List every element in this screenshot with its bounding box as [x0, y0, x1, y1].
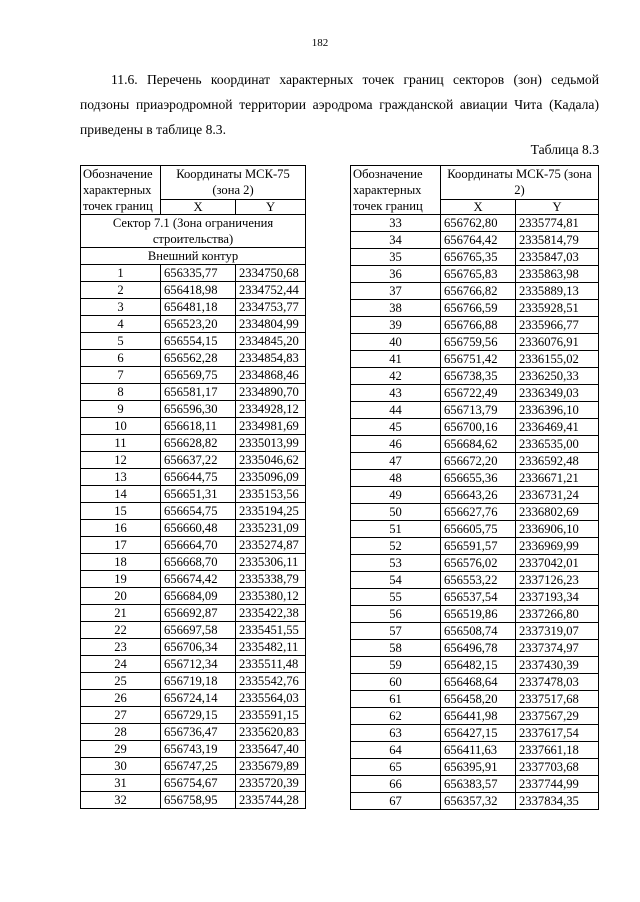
coord-y: 2335679,89 [236, 758, 306, 775]
coord-y: 2335274,87 [236, 537, 306, 554]
point-number: 62 [351, 708, 441, 725]
coord-y: 2335422,38 [236, 605, 306, 622]
table-row [81, 656, 306, 673]
point-number: 38 [351, 300, 441, 317]
table-row [81, 469, 306, 486]
coord-x: 656672,20 [441, 453, 516, 470]
coord-y: 2337617,54 [516, 725, 599, 742]
table-row [81, 537, 306, 554]
coordinates-table-left [80, 165, 306, 809]
coord-y: 2336969,99 [516, 538, 599, 555]
coord-x: 656383,57 [441, 776, 516, 793]
point-number: 4 [81, 316, 161, 333]
coord-y: 2335542,76 [236, 673, 306, 690]
coord-x: 656660,48 [161, 520, 236, 537]
point-number: 20 [81, 588, 161, 605]
coord-x: 656651,31 [161, 486, 236, 503]
point-number: 59 [351, 657, 441, 674]
point-number: 42 [351, 368, 441, 385]
header-point-label: Обозначение характерных точек границ [351, 166, 441, 215]
table-row [81, 571, 306, 588]
table-row [81, 758, 306, 775]
point-number: 22 [81, 622, 161, 639]
coord-x: 656713,79 [441, 402, 516, 419]
table-row [351, 657, 599, 674]
table-row [81, 690, 306, 707]
table-row [81, 486, 306, 503]
coord-x: 656729,15 [161, 707, 236, 724]
coord-x: 656458,20 [441, 691, 516, 708]
point-number: 64 [351, 742, 441, 759]
coord-x: 656537,54 [441, 589, 516, 606]
point-number: 14 [81, 486, 161, 503]
coord-x: 656759,56 [441, 334, 516, 351]
table-row [351, 521, 599, 538]
coord-x: 656684,09 [161, 588, 236, 605]
coord-x: 656427,15 [441, 725, 516, 742]
coord-x: 656576,02 [441, 555, 516, 572]
coord-x: 656751,42 [441, 351, 516, 368]
coord-y: 2337517,68 [516, 691, 599, 708]
point-number: 51 [351, 521, 441, 538]
coord-x: 656754,67 [161, 775, 236, 792]
intro-paragraph: 11.6. Перечень координат характерных точек границ секторов (зон) седьмой подзоны приаэродромной территории аэродрома гражданской авиации Чита (Кадала) приведены в таблице 8.3. [80, 72, 599, 137]
point-number: 31 [81, 775, 161, 792]
coord-y: 2336671,21 [516, 470, 599, 487]
coord-x: 656655,36 [441, 470, 516, 487]
point-number: 66 [351, 776, 441, 793]
coord-y: 2337430,39 [516, 657, 599, 674]
table-row [351, 300, 599, 317]
contour-label: Внешний контур [81, 248, 306, 265]
coord-x: 656418,98 [161, 282, 236, 299]
coord-x: 656722,49 [441, 385, 516, 402]
point-number: 34 [351, 232, 441, 249]
coord-y: 2335482,11 [236, 639, 306, 656]
coord-y: 2336396,10 [516, 402, 599, 419]
coord-y: 2337661,18 [516, 742, 599, 759]
coord-y: 2334750,68 [236, 265, 306, 282]
point-number: 32 [81, 792, 161, 809]
sector-label: Сектор 7.1 (Зона ограничения строительства) [81, 215, 306, 248]
point-number: 43 [351, 385, 441, 402]
coord-y: 2337126,23 [516, 572, 599, 589]
coord-y: 2334890,70 [236, 384, 306, 401]
coord-y: 2335096,09 [236, 469, 306, 486]
coord-x: 656644,75 [161, 469, 236, 486]
coord-x: 656765,83 [441, 266, 516, 283]
table-row [351, 725, 599, 742]
coord-x: 656335,77 [161, 265, 236, 282]
table-row [351, 691, 599, 708]
coord-y: 2335306,11 [236, 554, 306, 571]
point-number: 28 [81, 724, 161, 741]
coord-x: 656519,86 [441, 606, 516, 623]
point-number: 39 [351, 317, 441, 334]
coord-x: 656668,70 [161, 554, 236, 571]
coord-y: 2335564,03 [236, 690, 306, 707]
table-row [351, 504, 599, 521]
table-row [351, 572, 599, 589]
coord-y: 2337193,34 [516, 589, 599, 606]
point-number: 44 [351, 402, 441, 419]
table-row [81, 367, 306, 384]
coord-y: 2337042,01 [516, 555, 599, 572]
coord-x: 656700,16 [441, 419, 516, 436]
coord-x: 656508,74 [441, 623, 516, 640]
table-row [351, 351, 599, 368]
coord-y: 2334752,44 [236, 282, 306, 299]
table-row [351, 640, 599, 657]
header-y: Y [516, 199, 599, 214]
point-number: 47 [351, 453, 441, 470]
point-number: 63 [351, 725, 441, 742]
table-row [351, 793, 599, 810]
coord-x: 656591,57 [441, 538, 516, 555]
coord-x: 656441,98 [441, 708, 516, 725]
coord-y: 2337374,97 [516, 640, 599, 657]
table-row [81, 333, 306, 350]
table-row [81, 435, 306, 452]
coord-x: 656553,22 [441, 572, 516, 589]
header-coords-label: Координаты МСК-75 (зона 2) [161, 166, 306, 200]
coord-x: 656697,58 [161, 622, 236, 639]
point-number: 23 [81, 639, 161, 656]
table-row [351, 589, 599, 606]
header-coords-label: Координаты МСК-75 (зона 2) [441, 166, 599, 200]
coord-y: 2335814,79 [516, 232, 599, 249]
table-row [351, 776, 599, 793]
point-number: 56 [351, 606, 441, 623]
point-number: 36 [351, 266, 441, 283]
table-row [81, 265, 306, 282]
table-row [351, 215, 599, 232]
coord-y: 2336906,10 [516, 521, 599, 538]
coord-y: 2335647,40 [236, 741, 306, 758]
table-row [351, 538, 599, 555]
coordinates-table-right [350, 165, 599, 810]
point-number: 52 [351, 538, 441, 555]
coord-y: 2334928,12 [236, 401, 306, 418]
coord-x: 656766,59 [441, 300, 516, 317]
table-row [351, 436, 599, 453]
coord-y: 2335966,77 [516, 317, 599, 334]
table-row [81, 639, 306, 656]
coord-x: 656523,20 [161, 316, 236, 333]
coord-x: 656581,17 [161, 384, 236, 401]
point-number: 45 [351, 419, 441, 436]
point-number: 21 [81, 605, 161, 622]
coord-x: 656712,34 [161, 656, 236, 673]
table-row [81, 554, 306, 571]
coord-y: 2336731,24 [516, 487, 599, 504]
point-number: 15 [81, 503, 161, 520]
table-row [351, 266, 599, 283]
coord-y: 2337567,29 [516, 708, 599, 725]
table-row [81, 588, 306, 605]
point-number: 48 [351, 470, 441, 487]
coord-x: 656411,63 [441, 742, 516, 759]
coord-x: 656637,22 [161, 452, 236, 469]
point-number: 49 [351, 487, 441, 504]
coord-x: 656618,11 [161, 418, 236, 435]
coord-y: 2336535,00 [516, 436, 599, 453]
table-row [351, 232, 599, 249]
table-row [351, 623, 599, 640]
point-number: 54 [351, 572, 441, 589]
coord-y: 2336349,03 [516, 385, 599, 402]
coord-y: 2336250,33 [516, 368, 599, 385]
table-row [351, 385, 599, 402]
coord-y: 2337319,07 [516, 623, 599, 640]
coord-x: 656684,62 [441, 436, 516, 453]
coord-y: 2337744,99 [516, 776, 599, 793]
header-point-label: Обозначение характерных точек границ [81, 166, 161, 215]
coord-x: 656357,32 [441, 793, 516, 810]
coord-x: 656654,75 [161, 503, 236, 520]
table-row [81, 622, 306, 639]
coord-x: 656562,28 [161, 350, 236, 367]
coord-y: 2337834,35 [516, 793, 599, 810]
point-number: 29 [81, 741, 161, 758]
point-number: 61 [351, 691, 441, 708]
point-number: 18 [81, 554, 161, 571]
coord-y: 2335744,28 [236, 792, 306, 809]
coord-x: 656596,30 [161, 401, 236, 418]
coord-x: 656719,18 [161, 673, 236, 690]
point-number: 67 [351, 793, 441, 810]
point-number: 3 [81, 299, 161, 316]
coord-y: 2337478,03 [516, 674, 599, 691]
coord-y: 2335013,99 [236, 435, 306, 452]
table-row [351, 419, 599, 436]
point-number: 65 [351, 759, 441, 776]
coord-y: 2336592,48 [516, 453, 599, 470]
coord-x: 656395,91 [441, 759, 516, 776]
coord-y: 2334868,46 [236, 367, 306, 384]
coord-y: 2336802,69 [516, 504, 599, 521]
coord-x: 656569,75 [161, 367, 236, 384]
point-number: 9 [81, 401, 161, 418]
point-number: 60 [351, 674, 441, 691]
coord-y: 2334981,69 [236, 418, 306, 435]
coord-x: 656765,35 [441, 249, 516, 266]
coord-x: 656736,47 [161, 724, 236, 741]
coord-y: 2335451,55 [236, 622, 306, 639]
coord-x: 656706,34 [161, 639, 236, 656]
point-number: 13 [81, 469, 161, 486]
table-row [81, 452, 306, 469]
point-number: 46 [351, 436, 441, 453]
point-number: 53 [351, 555, 441, 572]
table-row [81, 299, 306, 316]
point-number: 41 [351, 351, 441, 368]
table-row [351, 317, 599, 334]
point-number: 24 [81, 656, 161, 673]
coord-y: 2335774,81 [516, 215, 599, 232]
coord-y: 2335591,15 [236, 707, 306, 724]
coord-y: 2334753,77 [236, 299, 306, 316]
coord-y: 2336469,41 [516, 419, 599, 436]
coord-y: 2335338,79 [236, 571, 306, 588]
coord-x: 656496,78 [441, 640, 516, 657]
coord-x: 656481,18 [161, 299, 236, 316]
coord-x: 656554,15 [161, 333, 236, 350]
point-number: 17 [81, 537, 161, 554]
coord-x: 656766,88 [441, 317, 516, 334]
table-row [351, 708, 599, 725]
table-row [351, 487, 599, 504]
coord-x: 656692,87 [161, 605, 236, 622]
point-number: 26 [81, 690, 161, 707]
coord-y: 2337266,80 [516, 606, 599, 623]
coord-y: 2336155,02 [516, 351, 599, 368]
coord-x: 656747,25 [161, 758, 236, 775]
table-row [81, 792, 306, 809]
point-number: 5 [81, 333, 161, 350]
coord-y: 2335153,56 [236, 486, 306, 503]
point-number: 33 [351, 215, 441, 232]
coord-y: 2336076,91 [516, 334, 599, 351]
table-row [81, 520, 306, 537]
point-number: 19 [81, 571, 161, 588]
coord-x: 656764,42 [441, 232, 516, 249]
table-row [351, 742, 599, 759]
coord-x: 656743,19 [161, 741, 236, 758]
point-number: 7 [81, 367, 161, 384]
table-row [81, 775, 306, 792]
point-number: 12 [81, 452, 161, 469]
table-row [351, 470, 599, 487]
point-number: 50 [351, 504, 441, 521]
coord-x: 656762,80 [441, 215, 516, 232]
table-row [81, 605, 306, 622]
table-row [81, 741, 306, 758]
coord-y: 2335194,25 [236, 503, 306, 520]
point-number: 25 [81, 673, 161, 690]
coord-x: 656674,42 [161, 571, 236, 588]
table-row [81, 673, 306, 690]
coord-y: 2335889,13 [516, 283, 599, 300]
coord-y: 2335863,98 [516, 266, 599, 283]
point-number: 35 [351, 249, 441, 266]
table-row [351, 368, 599, 385]
coord-y: 2335620,83 [236, 724, 306, 741]
point-number: 30 [81, 758, 161, 775]
coord-x: 656628,82 [161, 435, 236, 452]
table-row [81, 707, 306, 724]
header-y: Y [236, 199, 306, 214]
point-number: 2 [81, 282, 161, 299]
table-row [81, 401, 306, 418]
page-number: 182 [311, 37, 329, 49]
point-number: 11 [81, 435, 161, 452]
table-row [351, 606, 599, 623]
point-number: 6 [81, 350, 161, 367]
coord-y: 2335511,48 [236, 656, 306, 673]
table-row [81, 350, 306, 367]
point-number: 16 [81, 520, 161, 537]
table-row [81, 724, 306, 741]
point-number: 37 [351, 283, 441, 300]
point-number: 8 [81, 384, 161, 401]
table-row [81, 384, 306, 401]
coord-y: 2334845,20 [236, 333, 306, 350]
coord-y: 2335928,51 [516, 300, 599, 317]
table-caption: Таблица 8.3 [530, 142, 599, 157]
table-row [351, 759, 599, 776]
point-number: 27 [81, 707, 161, 724]
table-row [351, 249, 599, 266]
point-number: 1 [81, 265, 161, 282]
coord-y: 2337703,68 [516, 759, 599, 776]
header-x: X [441, 199, 516, 214]
coord-x: 656482,15 [441, 657, 516, 674]
point-number: 10 [81, 418, 161, 435]
coord-x: 656643,26 [441, 487, 516, 504]
table-row [351, 334, 599, 351]
coord-x: 656468,64 [441, 674, 516, 691]
coord-x: 656627,76 [441, 504, 516, 521]
coord-y: 2335046,62 [236, 452, 306, 469]
table-row [351, 674, 599, 691]
coord-y: 2334854,83 [236, 350, 306, 367]
coord-y: 2335380,12 [236, 588, 306, 605]
coord-y: 2335231,09 [236, 520, 306, 537]
coord-x: 656738,35 [441, 368, 516, 385]
coord-x: 656766,82 [441, 283, 516, 300]
table-row [81, 316, 306, 333]
header-x: X [161, 199, 236, 214]
coord-x: 656664,70 [161, 537, 236, 554]
coord-x: 656605,75 [441, 521, 516, 538]
coord-x: 656724,14 [161, 690, 236, 707]
coord-x: 656758,95 [161, 792, 236, 809]
table-row [81, 503, 306, 520]
table-row [351, 283, 599, 300]
point-number: 40 [351, 334, 441, 351]
table-row [81, 418, 306, 435]
point-number: 57 [351, 623, 441, 640]
point-number: 55 [351, 589, 441, 606]
table-row [351, 402, 599, 419]
point-number: 58 [351, 640, 441, 657]
table-row [351, 555, 599, 572]
coord-y: 2335847,03 [516, 249, 599, 266]
table-row [351, 453, 599, 470]
coord-y: 2334804,99 [236, 316, 306, 333]
coord-y: 2335720,39 [236, 775, 306, 792]
table-row [81, 282, 306, 299]
